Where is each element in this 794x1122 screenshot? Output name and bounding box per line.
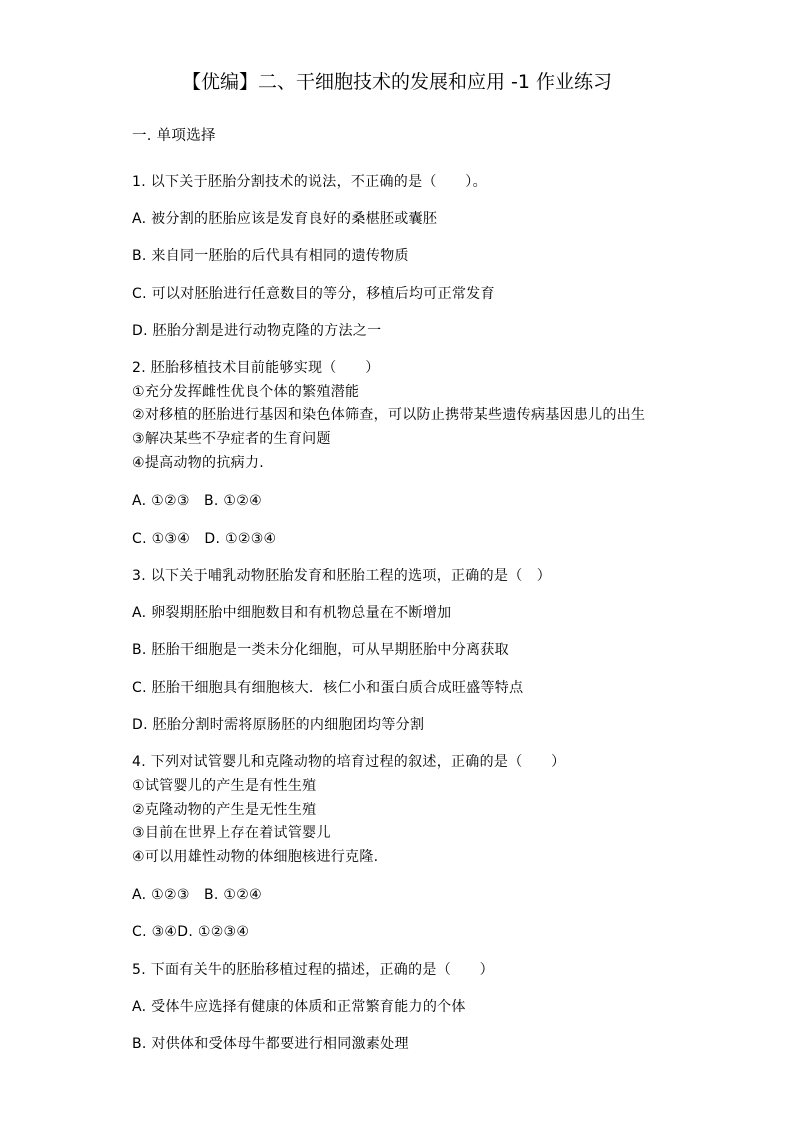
- question-2-statement-4: ④提高动物的抗病力.: [132, 455, 265, 471]
- question-1-option-b: B. 来自同一胚胎的后代具有相同的遗传物质: [132, 248, 409, 264]
- question-3-option-d: D. 胚胎分割时需将原肠胚的内细胞团均等分割: [132, 717, 425, 733]
- question-1-option-a: A. 被分割的胚胎应该是发育良好的桑椹胚或囊胚: [132, 211, 438, 227]
- question-2-statement-2: ②对移植的胚胎进行基因和染色体筛查，可以防止携带某些遗传病基因患儿的出生: [132, 407, 646, 423]
- section-heading: 一. 单项选择: [132, 128, 216, 144]
- question-4-options-ab: A. ①②③ B. ①②④: [132, 887, 262, 903]
- question-2-options-cd: C. ①③④ D. ①②③④: [132, 531, 277, 547]
- question-2-statement-1: ①充分发挥雌性优良个体的繁殖潜能: [132, 384, 360, 400]
- question-1-option-d: D. 胚胎分割是进行动物克隆的方法之一: [132, 323, 382, 339]
- question-3-stem: 3. 以下关于哺乳动物胚胎发育和胚胎工程的选项，正确的是（ ）: [132, 568, 552, 584]
- question-4-statement-4: ④可以用雄性动物的体细胞核进行克隆.: [132, 849, 379, 865]
- question-1-stem: 1. 以下关于胚胎分割技术的说法，不正确的是（ ）。: [132, 174, 487, 190]
- question-2-statement-3: ③解决某些不孕症者的生育问题: [132, 431, 331, 447]
- question-3-option-b: B. 胚胎干细胞是一类未分化细胞，可从早期胚胎中分离获取: [132, 642, 509, 658]
- question-4-statement-1: ①试管婴儿的产生是有性生殖: [132, 778, 317, 794]
- question-4-statement-2: ②克隆动物的产生是无性生殖: [132, 802, 317, 818]
- question-2-stem: 2. 胚胎移植技术目前能够实现（ ）: [132, 360, 380, 376]
- question-5-option-b: B. 对供体和受体母牛都要进行相同激素处理: [132, 1036, 409, 1052]
- question-3-option-a: A. 卵裂期胚胎中细胞数目和有机物总量在不断增加: [132, 605, 452, 621]
- page-title: 【优编】二、干细胞技术的发展和应用 -1 作业练习: [181, 71, 613, 93]
- question-1-option-c: C. 可以对胚胎进行任意数目的等分，移植后均可正常发育: [132, 286, 495, 302]
- question-5-stem: 5. 下面有关牛的胚胎移植过程的描述，正确的是（ ）: [132, 962, 494, 978]
- question-4-statement-3: ③目前在世界上存在着试管婴儿: [132, 825, 331, 841]
- question-2-options-ab: A. ①②③ B. ①②④: [132, 493, 262, 509]
- question-3-option-c: C. 胚胎干细胞具有细胞核大．核仁小和蛋白质合成旺盛等特点: [132, 680, 524, 696]
- question-5-option-a: A. 受体牛应选择有健康的体质和正常繁育能力的个体: [132, 999, 466, 1015]
- question-4-stem: 4. 下列对试管婴儿和克隆动物的培育过程的叙述，正确的是（ ）: [132, 754, 566, 770]
- question-4-options-cd: C. ③④D. ①②③④: [132, 924, 250, 940]
